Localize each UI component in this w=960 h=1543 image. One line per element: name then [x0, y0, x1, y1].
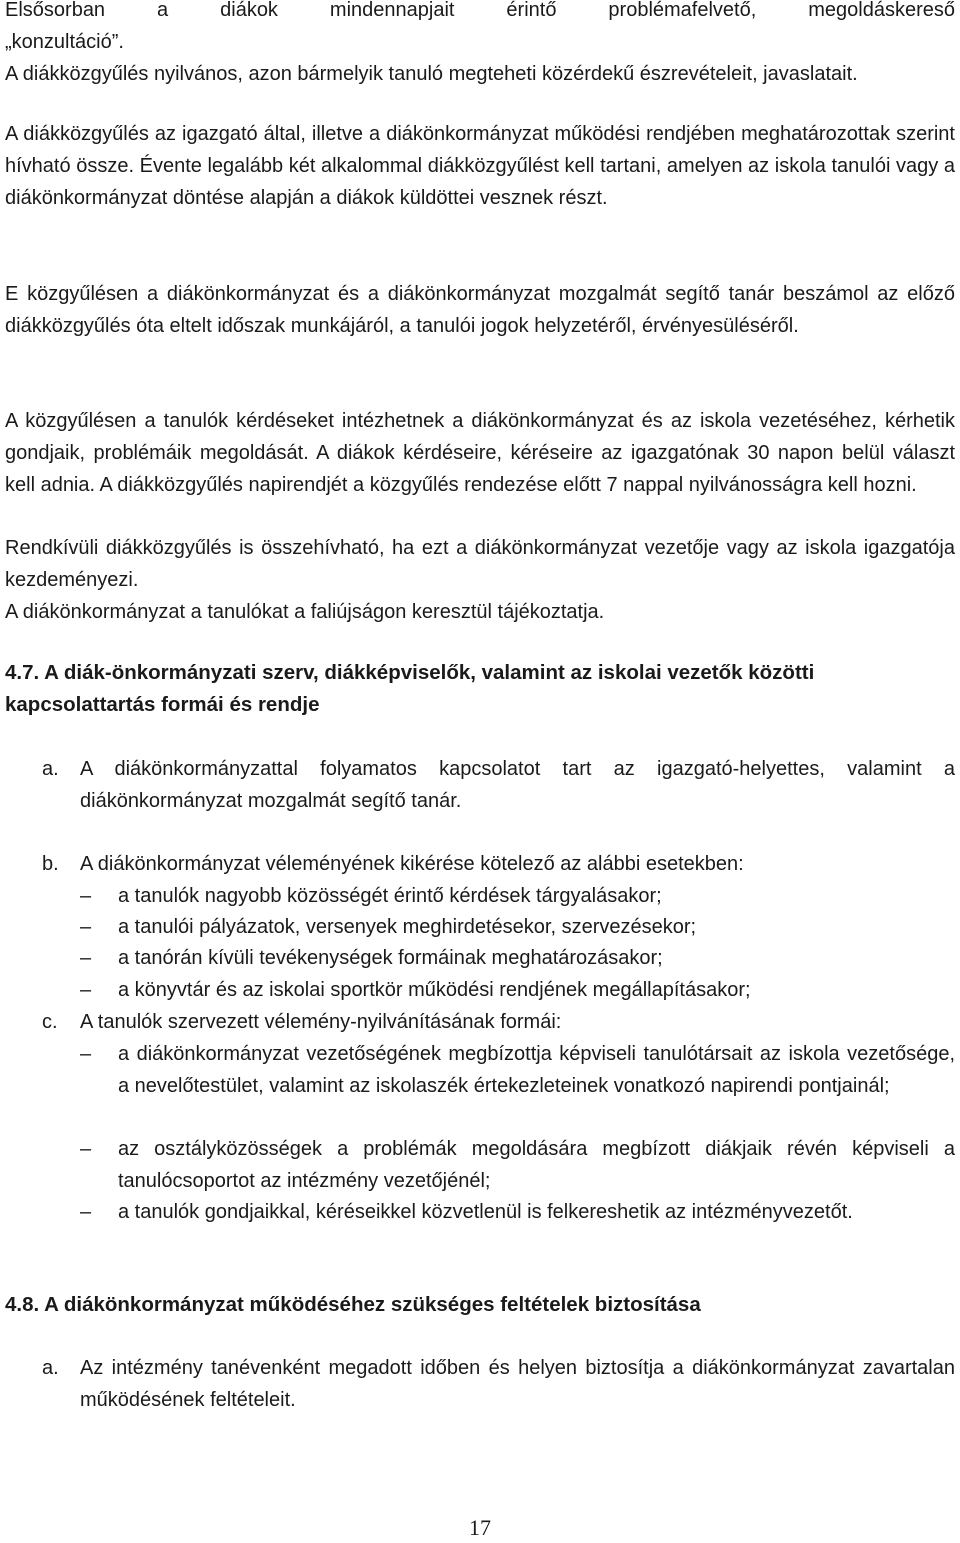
- list-item-a: [42, 1352, 955, 1416]
- list-item-text: A diákönkormányzat véleményének kikérése kötelező az alábbi esetekben:: [80, 853, 744, 875]
- dash-marker: –: [80, 947, 92, 969]
- paragraph-public-assembly: A diákközgyűlés nyilvános, azon bármelyik tanuló megteheti közérdekű észrevételeit, javaslatait.: [5, 63, 858, 85]
- list-subitem-text: a tanulói pályázatok, versenyek meghirdetésekor, szervezésekor;: [118, 916, 697, 938]
- list-subitem: [80, 942, 955, 974]
- dash-marker: –: [80, 979, 92, 1001]
- paragraph-noticeboard: A diákönkormányzat a tanulókat a faliújságon keresztül tájékoztatja.: [5, 601, 605, 623]
- list-subitem-text: a tanórán kívüli tevékenységek formáinak meghatározásakor;: [118, 947, 663, 969]
- section-heading-4-8: 4.8. A diákönkormányzat működéséhez szükséges feltételek biztosítása: [5, 1293, 701, 1316]
- list-item-text: Az intézmény tanévenként megadott időben és helyen biztosítja a diákönkormányzat zavartalan működésének feltételeit.: [80, 1357, 955, 1411]
- dash-marker: –: [80, 916, 92, 938]
- list-subitem-text: a tanulók nagyobb közösségét érintő kérdések tárgyalásakor;: [118, 885, 662, 907]
- dash-marker: –: [80, 1201, 92, 1223]
- list-marker: a.: [42, 758, 59, 780]
- list-subitem-text: a diákönkormányzat vezetőségének megbízottja képviseli tanulótársait az iskola vezetősége, a nevelőtestület, valamint az iskolaszék értekezleteinek vonatkozó napirendi pontjainál;: [118, 1043, 955, 1097]
- list-marker: a.: [42, 1357, 59, 1379]
- paragraph-report: E közgyűlésen a diákönkormányzat és a diákönkormányzat mozgalmát segítő tanár beszámol az előző diákközgyűlés óta eltelt időszak munkájáról, a tanulói jogok helyzetéről, érvényesüléséről.: [5, 283, 955, 337]
- list-subitem-text: a könyvtár és az iskolai sportkör működési rendjének megállapításakor;: [118, 979, 751, 1001]
- dash-marker: –: [80, 1043, 92, 1065]
- list-item-text: A diákönkormányzattal folyamatos kapcsolatot tart az igazgató-helyettes, valamint a diákönkormányzat mozgalmát segítő tanár.: [80, 758, 955, 812]
- paragraph-questions: A közgyűlésen a tanulók kérdéseket intézhetnek a diákönkormányzat és az iskola vezetéséhez, kérhetik gondjaik, problémáik megoldását. A diákok kérdéseire, kéréseire az igazgatónak 30 napon belül választ kell adnia. A diákközgyűlés napirendjét a közgyűlés rendezése előtt 7 nappal nyilvánosságra kell hozni.: [5, 410, 955, 496]
- paragraph-intro-line1: Elsősorban a diákok mindennapjait érintő problémafelvető, megoldáskereső: [5, 0, 955, 21]
- list-subitem: [80, 974, 955, 1006]
- list-subitem: [80, 911, 955, 943]
- dash-marker: –: [80, 885, 92, 907]
- list-subitem: [80, 1038, 955, 1102]
- list-item-text: A tanulók szervezett vélemény-nyilvánításának formái:: [80, 1011, 562, 1033]
- list-item-a: [42, 753, 955, 817]
- dash-marker: –: [80, 1138, 92, 1160]
- paragraph-convening: A diákközgyűlés az igazgató által, illetve a diákönkormányzat működési rendjében meghatározottak szerint hívható össze. Évente legalább két alkalommal diákközgyűlést kell tartani, amelyen az iskola tanulói vagy a diákönkormányzat döntése alapján a diákok küldöttei vesznek részt.: [5, 123, 955, 209]
- list-item-b: [42, 848, 955, 880]
- list-item-c: [42, 1006, 955, 1038]
- list-subitem-text: a tanulók gondjaikkal, kéréseikkel közvetlenül is felkereshetik az intézményvezetőt.: [118, 1201, 853, 1223]
- page-number: 17: [469, 1515, 491, 1540]
- list-subitem: [80, 1196, 955, 1228]
- list-subitem: [80, 1133, 955, 1197]
- list-subitem: [80, 880, 955, 912]
- paragraph-intro-line2: „konzultáció”.: [5, 31, 124, 53]
- list-marker: b.: [42, 853, 59, 875]
- paragraph-extraordinary: Rendkívüli diákközgyűlés is összehívható, ha ezt a diákönkormányzat vezetője vagy az iskola igazgatója kezdeményezi.: [5, 537, 955, 591]
- section-heading-4-7: 4.7. A diák-önkormányzati szerv, diákképviselők, valamint az iskolai vezetők közötti kapcsolattartás formái és rendje: [5, 661, 815, 716]
- list-marker: c.: [42, 1011, 58, 1033]
- list-subitem-text: az osztályközösségek a problémák megoldására megbízott diákjaik révén képviseli a tanulócsoportot az intézmény vezetőjénél;: [118, 1138, 955, 1192]
